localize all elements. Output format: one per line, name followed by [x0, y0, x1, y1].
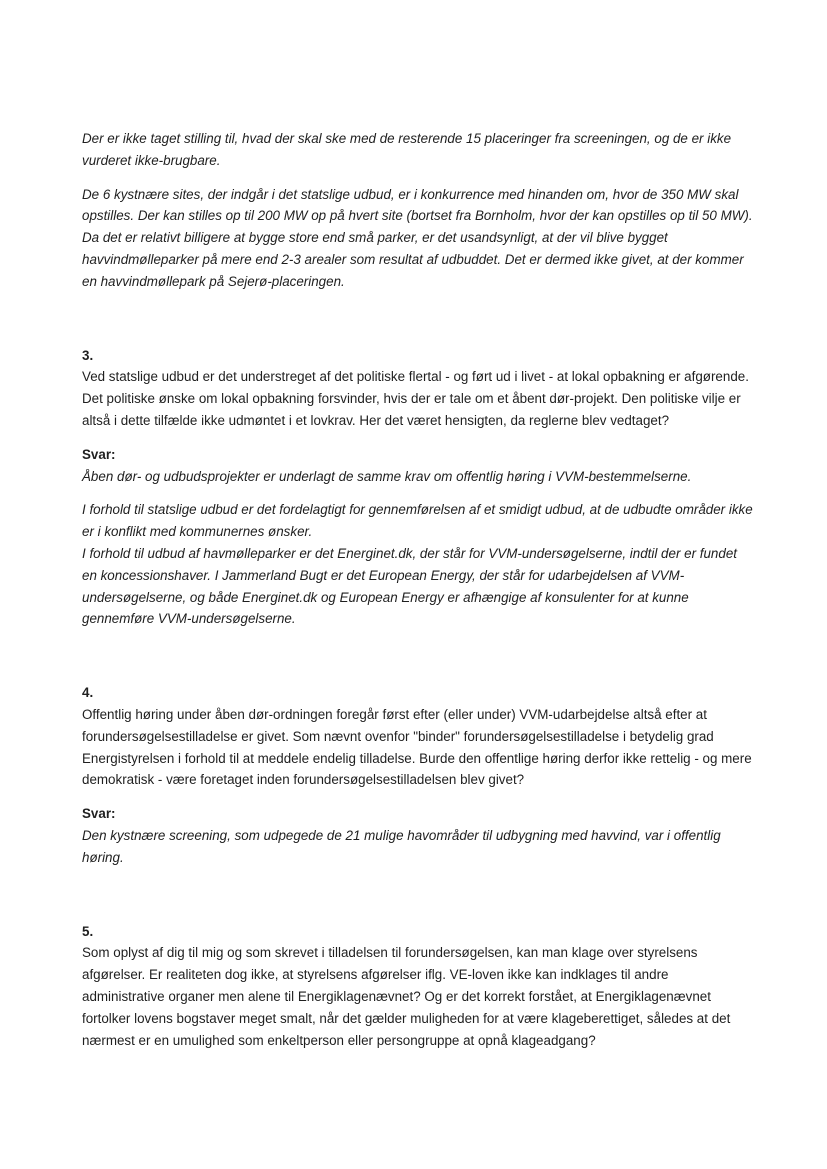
- question-4-text: Offentlig høring under åben dør-ordningen foregår først efter (eller under) VVM-udarbejdelse altså efter at forundersøgelsestilladelse er givet. Som nævnt ovenfor "binder" forundersøgelsestilladelse i betydelig grad Energistyrelsen i forhold til at meddele endelig tilladelse. Burde den offentlige høring derfor ikke rettelig - og mere demokratisk - være foretaget inden forundersøgelsestilladelsen blev givet?: [82, 706, 752, 788]
- document-page: [82, 128, 754, 1051]
- question-3-text: Ved statslige udbud er det understreget af det politiske flertal - og ført ud i livet - at lokal opbakning er afgørende. Det politiske ønske om lokal opbakning forsvinder, hvis der er tale om et åbent dør-projekt. Den politiske vilje er altså i dette tilfælde ikke udmøntet i et lovkrav. Her det været hensigten, da reglerne blev vedtaget?: [82, 369, 749, 428]
- question-4-answer-1: Den kystnære screening, som udpegede de 21 mulige havområder til udbygning med havvind, var i offentlig høring.: [82, 827, 721, 865]
- question-3-answer-1: Åben dør- og udbudsprojekter er underlagt de samme krav om offentlig høring i VVM-bestemmelserne.: [82, 468, 692, 484]
- intro-paragraph-2: De 6 kystnære sites, der indgår i det statslige udbud, er i konkurrence med hinanden om, hvor de 350 MW skal opstilles. Der kan stilles op til 200 MW op på hvert site (bortset fra Bornholm, hvor der kan opstilles op til 50 MW). Da det er relativt billigere at bygge store end små parker, er det usandsynligt, at der vil blive bygget havvindmølleparker på mere end 2-3 arealer som resultat af udbuddet. Det er dermed ikke givet, at der kommer en havvindmøllepark på Sejerø-placeringen.: [82, 186, 753, 289]
- question-5-number: 5.: [82, 923, 94, 939]
- intro-paragraph-1: Der er ikke taget stilling til, hvad der skal ske med de resterende 15 placeringer fra screeningen, og de er ikke vurderet ikke-brugbare.: [82, 131, 732, 168]
- question-4-answer-label: Svar:: [82, 806, 116, 822]
- question-3-number: 3.: [82, 347, 94, 363]
- question-3-answer-label: Svar:: [82, 446, 116, 462]
- question-3-answer-3: I forhold til udbud af havmølleparker er det Energinet.dk, der står for VVM-undersøgelserne, indtil der er fundet en koncessionshaver. I Jammerland Bugt er det European Energy, der står for udarbejdelsen af VVM-undersøgelserne, og både Energinet.dk og European Energy er afhængige af konsulenter for at kunne gennemføre VVM-undersøgelserne.: [82, 545, 737, 627]
- question-5-text: Som oplyst af dig til mig og som skrevet i tilladelsen til forundersøgelsen, kan man klage over styrelsens afgørelser. Er realiteten dog ikke, at styrelsens afgørelser iflg. VE-loven ikke kan indklages til andre administrative organer men alene til Energiklagenævnet? Og er det korrekt forstået, at Energiklagenævnet fortolker lovens bogstaver meget smalt, når det gælder muligheden for at være klageberettiget, således at det nærmest er en umulighed som enkeltperson eller persongruppe at opnå klageadgang?: [82, 945, 731, 1048]
- question-4-number: 4.: [82, 685, 94, 701]
- question-3-answer-2: I forhold til statslige udbud er det fordelagtigt for gennemførelsen af et smidigt udbud, at de udbudte områder ikke er i konflikt med kommunernes ønsker.: [82, 502, 753, 540]
